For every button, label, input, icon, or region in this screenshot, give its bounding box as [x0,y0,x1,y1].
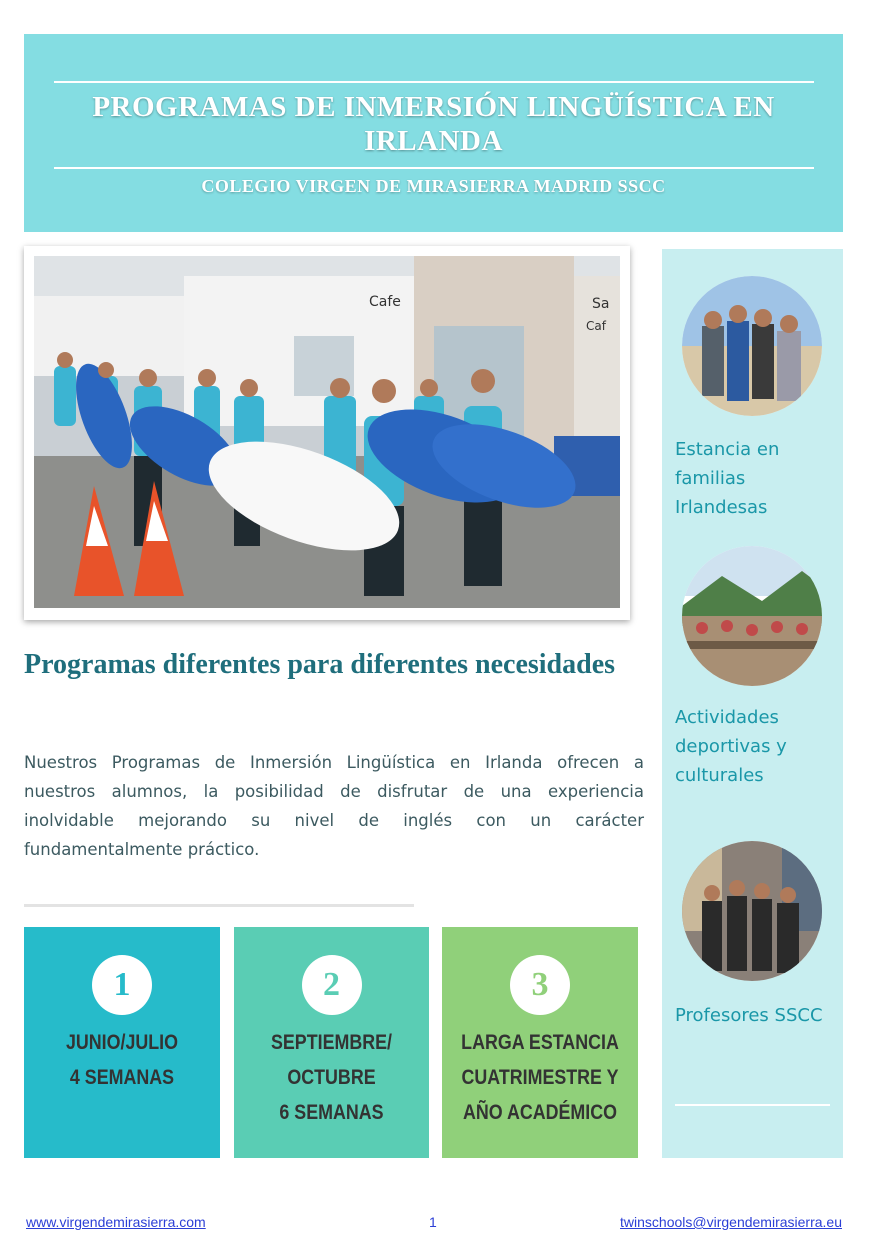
host-family-photo [682,276,822,416]
program-box-1 [24,927,220,1158]
program-number-badge: 3 [510,955,570,1015]
banner-top-rule [54,81,814,83]
school-name: COLEGIO VIRGEN DE MIRASIERRA MADRID SSCC [201,176,666,196]
program-box-3 [442,927,638,1158]
sidebar-rule [675,1104,830,1106]
email-link[interactable]: twinschools@virgendemirasierra.eu [620,1214,842,1230]
sidebar-label-teachers: Profesores SSCC [675,1005,823,1026]
program-number-badge: 1 [92,955,152,1015]
sidebar [662,249,843,1158]
program-line: CUATRIMESTRE Y [461,1066,619,1089]
program-line: AÑO ACADÉMICO [462,1101,618,1124]
banner-bottom-rule [54,167,814,169]
program-description [39,1025,206,1095]
sidebar-label-families: Estancia en familias Irlandesas [675,439,780,518]
page-number: 1 [429,1214,437,1230]
activities-photo [682,546,822,686]
program-line: 4 SEMANAS [69,1066,175,1089]
program-description [249,1025,415,1130]
program-line: 6 SEMANAS [279,1101,384,1124]
program-number-badge: 2 [302,955,362,1015]
section-divider [24,904,414,907]
cafe-sign: Cafe [369,294,401,310]
teachers-photo [682,841,822,981]
program-box-2 [234,927,429,1158]
sa-sign: Sa [592,296,610,312]
page-title: PROGRAMAS DE INMERSIÓN LINGÜÍSTICA EN IRLANDA [92,91,775,157]
sidebar-label-activities: Actividades deportivas y culturales [675,707,787,786]
program-line: JUNIO/JULIO [65,1031,179,1054]
program-line: OCTUBRE [287,1066,376,1089]
program-description [457,1025,624,1130]
surf-group-photo [34,256,620,608]
program-line: LARGA ESTANCIA [461,1031,619,1054]
section-heading: Programas diferentes para diferentes necesidades [24,649,616,680]
caf-sign: Caf [586,319,606,333]
header-banner [24,34,843,232]
surf-group-photo-frame [24,246,630,620]
program-line: SEPTIEMBRE/ [270,1031,392,1054]
intro-paragraph: Nuestros Programas de Inmersión Lingüística en Irlanda ofrecen a nuestros alumnos, la posibilidad de disfrutar de una experiencia inolvidable mejorando su nivel de inglés con un carácter fundamentalmente práctico. [24,753,644,859]
website-link[interactable]: www.virgendemirasierra.com [26,1214,206,1230]
